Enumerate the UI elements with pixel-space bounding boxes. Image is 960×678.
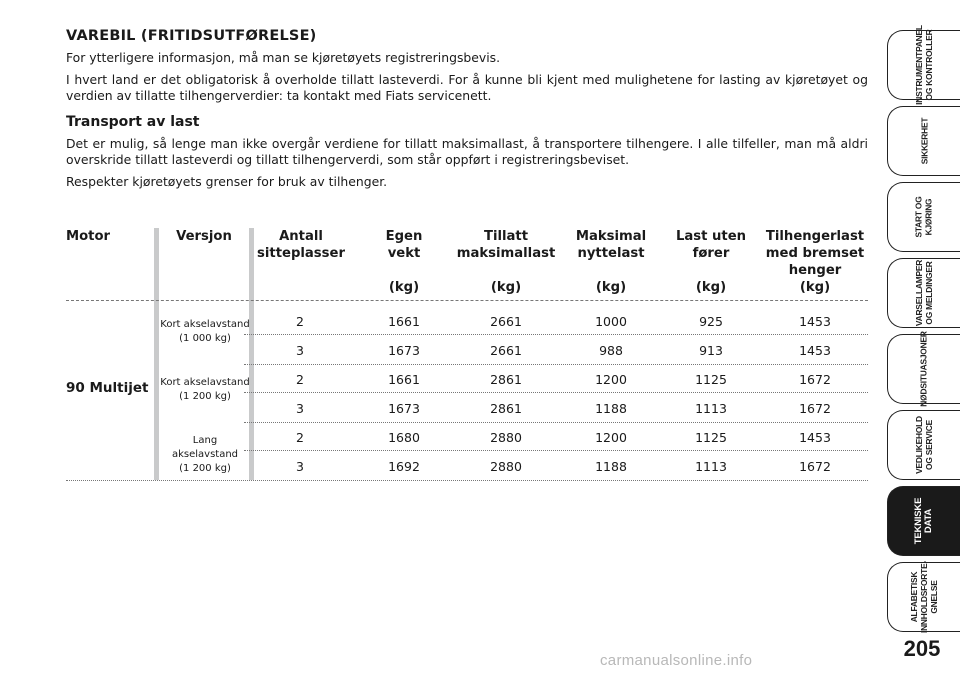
cell-egen-vekt: 1661 [388, 314, 420, 329]
cell-last-uten-forer: 1113 [695, 401, 727, 416]
column-separator [154, 228, 159, 480]
header-divider [66, 300, 868, 301]
cell-tilhengerlast: 1672 [799, 401, 831, 416]
header-egen-vekt: Egen vekt (kg) [385, 229, 423, 295]
cell-tillatt-maksimallast: 2661 [490, 343, 522, 358]
motor-cell: 90 Multijet [66, 380, 149, 396]
cell-maksimal-nyttelast: 1200 [595, 430, 627, 445]
page-number: 205 [903, 636, 941, 661]
cell-last-uten-forer: 1125 [695, 430, 727, 445]
cell-egen-vekt: 1673 [388, 343, 420, 358]
header-motor: Motor [66, 229, 111, 244]
cell-antall: 3 [296, 401, 304, 416]
tab-label: INSTRUMENTPANEL OG KONTROLLER [914, 25, 935, 105]
tab-vedlikehold[interactable] [887, 410, 960, 480]
cell-antall: 2 [296, 314, 304, 329]
tab-nodsituasjoner[interactable] [887, 331, 960, 407]
cell-antall: 3 [296, 343, 304, 358]
cell-tillatt-maksimallast: 2861 [490, 372, 522, 387]
table-bottom-divider [66, 480, 868, 481]
tab-label: SIKKERHET [919, 117, 929, 165]
cell-last-uten-forer: 913 [699, 343, 723, 358]
header-last-uten-forer: Last uten fører (kg) [675, 229, 747, 295]
cell-tilhengerlast: 1453 [799, 430, 831, 445]
header-tilhengerlast: Tilhengerlast med bremset henger (kg) [765, 229, 865, 295]
cell-egen-vekt: 1692 [388, 459, 420, 474]
tab-label: VARSELLAMPER OG MELDINGER [914, 259, 934, 327]
paragraph-respect-limits: Respekter kjøretøyets grenser for bruk av tilhenger. [66, 174, 388, 189]
cell-tilhengerlast: 1453 [799, 343, 831, 358]
cell-last-uten-forer: 1113 [695, 459, 727, 474]
row-divider [244, 364, 868, 365]
row-divider [244, 334, 868, 335]
tab-label: NØDSITUASJONER [919, 331, 930, 407]
weights-table [66, 228, 868, 484]
cell-tillatt-maksimallast: 2880 [490, 459, 522, 474]
cell-last-uten-forer: 925 [699, 314, 723, 329]
cell-egen-vekt: 1680 [388, 430, 420, 445]
header-antall: Antall sitteplasser [257, 229, 345, 261]
paragraph-trailer: Det er mulig, så lenge man ikke overgår verdiene for tillatt maksimallast, å transportere tilhengere. I alle tilfeller, man må aldri overskride tillatt lasteverdi og tillatt tilhengerverdi, som står oppført i registreringsbeviset. [66, 136, 868, 167]
cell-tilhengerlast: 1453 [799, 314, 831, 329]
row-divider [244, 450, 868, 451]
paragraph-load-values: I hvert land er det obligatorisk å overholde tillatt lasteverdi. For å kunne bli kjent med mulighetene for lasting av kjøretøyet og verdien av tillatte tilhengerverdier: ta kontakt med Fiats servicenett. [66, 72, 868, 103]
tab-varsellamper[interactable] [887, 258, 960, 328]
row-divider [244, 392, 868, 393]
cell-maksimal-nyttelast: 1188 [595, 459, 627, 474]
cell-antall: 2 [296, 430, 304, 445]
header-maksimal-nyttelast: Maksimal nyttelast (kg) [575, 229, 647, 295]
header-tillatt-maksimallast: Tillatt maksimallast (kg) [456, 229, 556, 295]
watermark: carmanualsonline.info [600, 652, 753, 669]
section-heading: VAREBIL (FRITIDSUTFØRELSE) [66, 28, 317, 44]
paragraph-registration: For ytterligere informasjon, må man se kjøretøyets registreringsbevis. [66, 50, 501, 65]
cell-tilhengerlast: 1672 [799, 372, 831, 387]
cell-tillatt-maksimallast: 2661 [490, 314, 522, 329]
subheading-transport: Transport av last [66, 114, 200, 130]
cell-maksimal-nyttelast: 988 [599, 343, 623, 358]
cell-tillatt-maksimallast: 2880 [490, 430, 522, 445]
tab-alfabetisk[interactable] [887, 562, 960, 632]
cell-maksimal-nyttelast: 1000 [595, 314, 627, 329]
cell-antall: 2 [296, 372, 304, 387]
tab-label: VEDLIKEHOLD OG SERVICE [913, 416, 934, 474]
cell-tilhengerlast: 1672 [799, 459, 831, 474]
cell-maksimal-nyttelast: 1188 [595, 401, 627, 416]
version-cell: Kort akselavstand (1 000 kg) [160, 319, 250, 344]
cell-last-uten-forer: 1125 [695, 372, 727, 387]
tab-label: ALFABETISK INNHOLDSFORTE- GNELSE [909, 560, 940, 634]
cell-egen-vekt: 1661 [388, 372, 420, 387]
tab-label: START OG KJØRING [913, 196, 934, 238]
tab-instrumentpanel[interactable] [887, 25, 960, 105]
tab-tekniske-data[interactable] [887, 486, 960, 556]
tab-start-og-kjoring[interactable] [887, 182, 960, 252]
cell-antall: 3 [296, 459, 304, 474]
cell-maksimal-nyttelast: 1200 [595, 372, 627, 387]
row-divider [244, 422, 868, 423]
version-cell: Lang akselavstand (1 200 kg) [171, 435, 239, 474]
cell-tillatt-maksimallast: 2861 [490, 401, 522, 416]
version-cell: Kort akselavstand (1 200 kg) [160, 377, 250, 402]
tab-sikkerhet[interactable] [887, 106, 960, 176]
tab-label-active: TEKNISKE DATA [913, 497, 934, 545]
main-content [66, 28, 868, 196]
cell-egen-vekt: 1673 [388, 401, 420, 416]
header-versjon: Versjon [176, 229, 232, 244]
